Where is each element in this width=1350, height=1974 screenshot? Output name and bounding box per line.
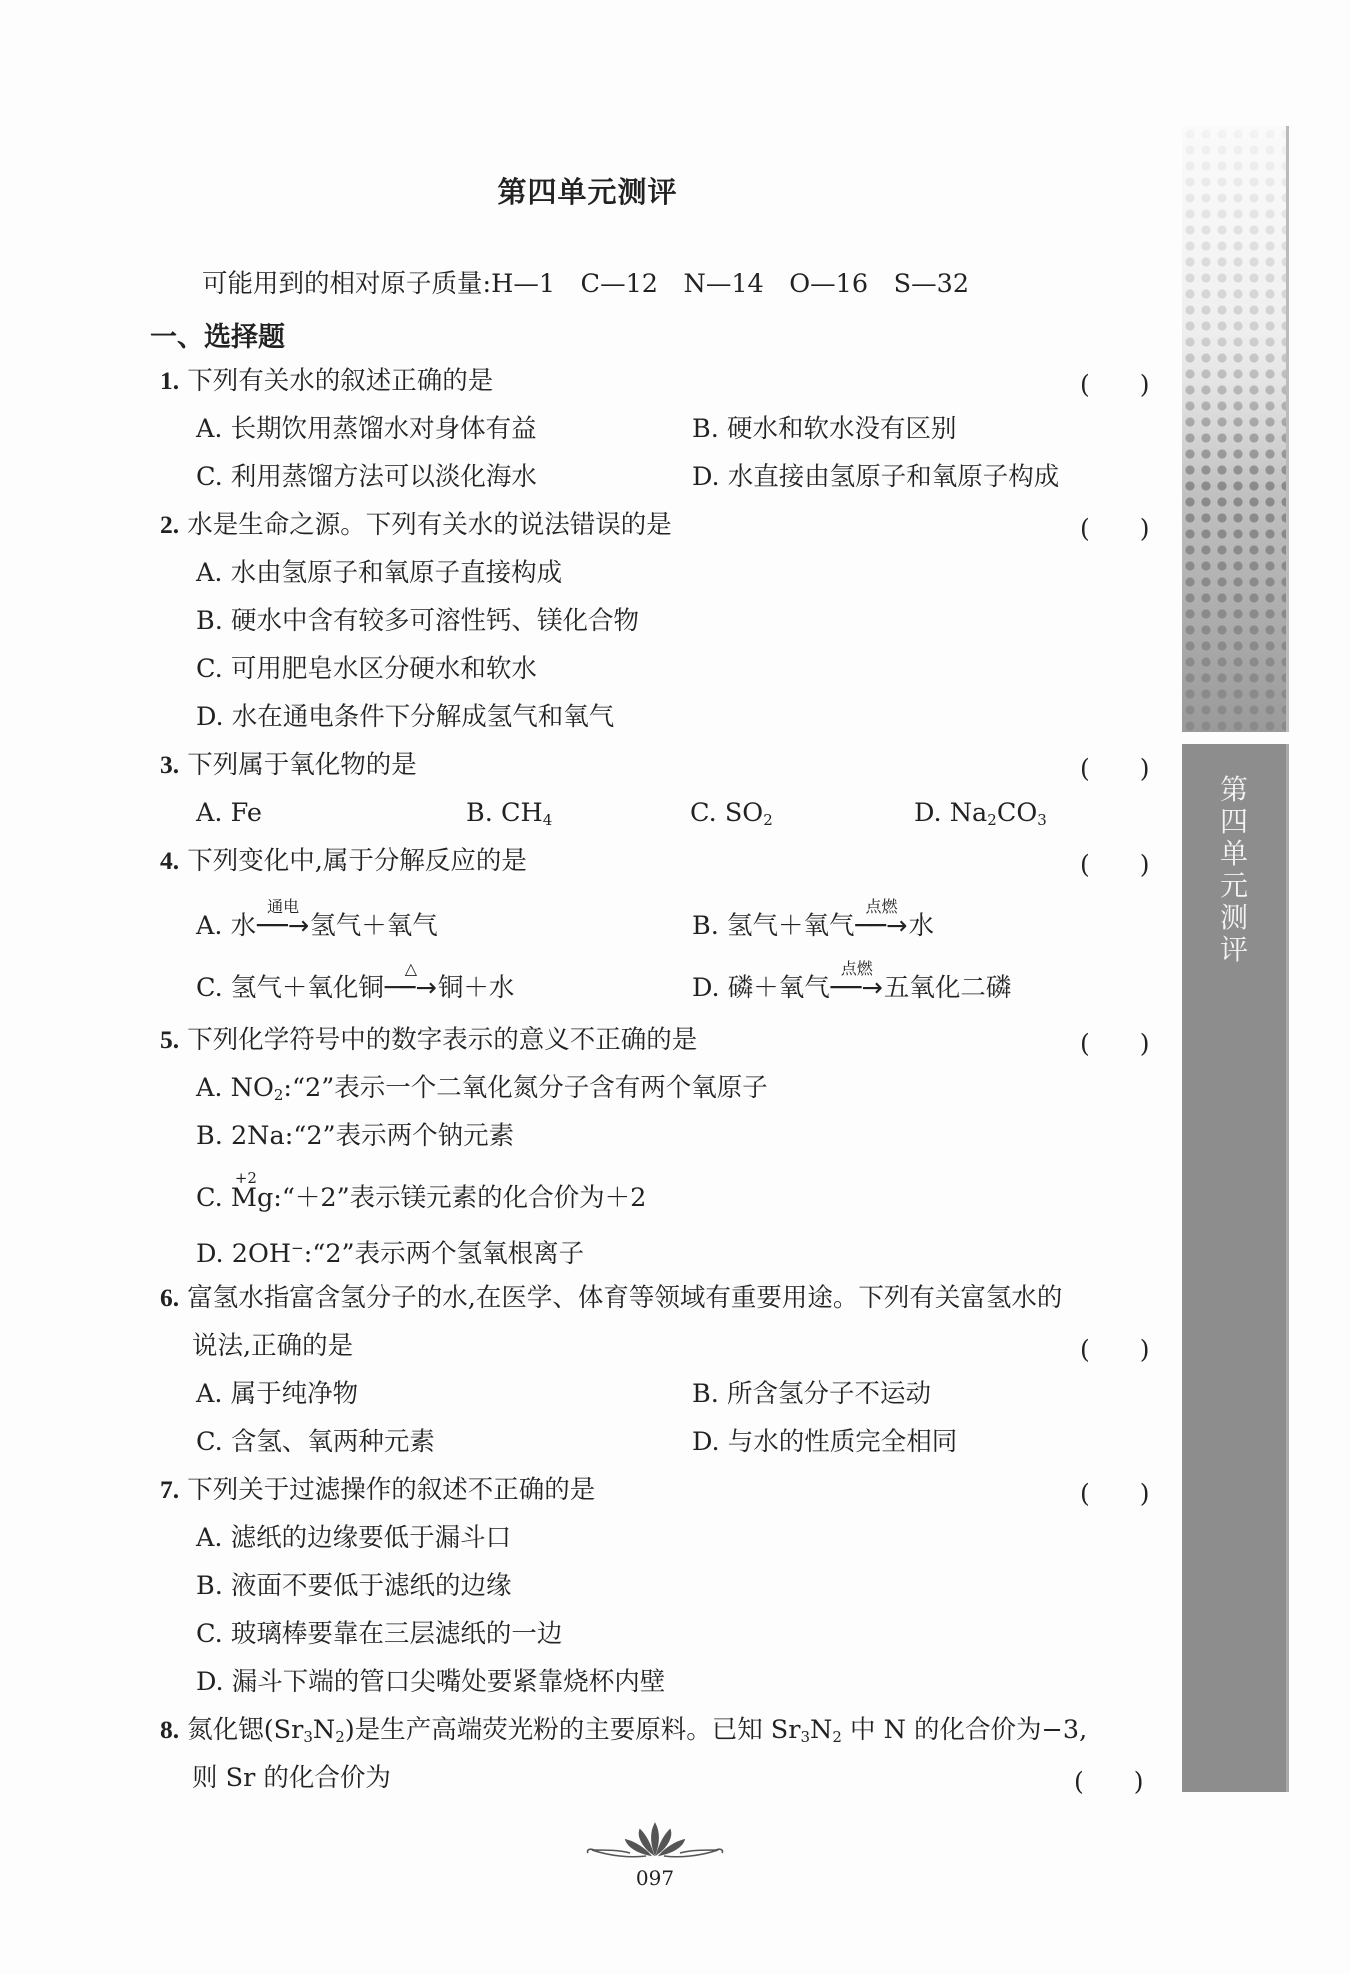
q4-option-d: D. 磷＋氧气 点燃 ──→五氧化二磷 bbox=[692, 959, 1012, 1003]
question-8-cont: 则 Sr 的化合价为 bbox=[192, 1763, 391, 1793]
q1-option-c: C. 利用蒸馏方法可以淡化海水 bbox=[196, 462, 537, 492]
answer-paren-2: ( ) bbox=[1080, 514, 1150, 543]
leaf-ornament-icon bbox=[580, 1820, 730, 1860]
q4-option-b: B. 氢气＋氧气 点燃 ──→水 bbox=[692, 897, 935, 941]
q2-option-d: D. 水在通电条件下分解成氢气和氧气 bbox=[196, 702, 615, 732]
page-number: 097 bbox=[635, 1866, 675, 1890]
q4-option-a: A. 水 通电 ──→氢气＋氧气 bbox=[196, 897, 438, 941]
answer-paren-3: ( ) bbox=[1080, 754, 1150, 783]
atomic-masses: 可能用到的相对原子质量:H—1 C—12 N—14 O—16 S—32 bbox=[202, 269, 970, 299]
q5-option-b: B. 2Na:“2”表示两个钠元素 bbox=[196, 1121, 515, 1151]
question-6: 6. 富氢水指富含氢分子的水,在医学、体育等领域有重要用途。下列有关富氢水的 bbox=[160, 1283, 1063, 1313]
sidebar-pattern bbox=[1182, 126, 1289, 732]
question-5: 5. 下列化学符号中的数字表示的意义不正确的是 bbox=[160, 1025, 698, 1055]
reaction-arrow: 通电 ──→ bbox=[257, 897, 310, 941]
q2-option-c: C. 可用肥皂水区分硬水和软水 bbox=[196, 654, 537, 684]
q1-option-b: B. 硬水和软水没有区别 bbox=[692, 414, 957, 444]
section-heading: 一、选择题 bbox=[150, 322, 285, 353]
answer-paren-7: ( ) bbox=[1080, 1479, 1150, 1508]
answer-paren-6: ( ) bbox=[1080, 1335, 1150, 1364]
sidebar-tab bbox=[1182, 744, 1289, 1792]
question-7: 7. 下列关于过滤操作的叙述不正确的是 bbox=[160, 1475, 596, 1505]
answer-paren-8: ( ) bbox=[1074, 1767, 1144, 1796]
question-8: 8. 氮化锶$(Sr_3N_2)$是生产高端荧光粉的主要原料。已知 $Sr_3N_2$ 中 N 的化合价为−3, bbox=[160, 1715, 1088, 1746]
q7-option-b: B. 液面不要低于滤纸的边缘 bbox=[196, 1571, 512, 1601]
q2-option-b: B. 硬水中含有较多可溶性钙、镁化合物 bbox=[196, 606, 639, 636]
q7-option-d: D. 漏斗下端的管口尖嘴处要紧靠烧杯内壁 bbox=[196, 1667, 666, 1697]
reaction-arrow: 点燃 ──→ bbox=[855, 897, 908, 941]
reaction-arrow: △ ──→ bbox=[384, 959, 437, 1003]
q1-option-d: D. 水直接由氢原子和氧原子构成 bbox=[692, 462, 1060, 492]
chapter-sidebar bbox=[1182, 126, 1286, 1792]
q6-option-d: D. 与水的性质完全相同 bbox=[692, 1427, 958, 1457]
q3-option-d: D. $Na_2CO_3$ bbox=[914, 798, 1047, 829]
answer-paren-5: ( ) bbox=[1080, 1029, 1150, 1058]
q3-option-a: A. Fe bbox=[196, 798, 263, 828]
q3-option-c: C. $SO_2$ bbox=[690, 798, 773, 829]
question-2: 2. 水是生命之源。下列有关水的说法错误的是 bbox=[160, 510, 672, 540]
q5-option-a: A. $NO_2:“2$”表示一个二氧化氮分子含有两个氧原子 bbox=[196, 1073, 768, 1104]
page-title: 第四单元测评 bbox=[497, 175, 678, 209]
q5-option-d: D. 2OH−:“2”表示两个氢氧根离子 bbox=[196, 1239, 585, 1269]
q5-option-c: C. +2 Mg:“＋2”表示镁元素的化合价为＋2 bbox=[196, 1169, 647, 1213]
q7-option-a: A. 滤纸的边缘要低于漏斗口 bbox=[196, 1523, 512, 1553]
q1-option-a: A. 长期饮用蒸馏水对身体有益 bbox=[196, 414, 537, 444]
sidebar-label: 第 四 单 元 测 评 bbox=[1219, 773, 1248, 966]
answer-paren-1: ( ) bbox=[1080, 370, 1150, 399]
question-1: 1. 下列有关水的叙述正确的是 bbox=[160, 366, 494, 396]
q6-option-b: B. 所含氢分子不运动 bbox=[692, 1379, 931, 1409]
q3-option-b: B. $CH_4$ bbox=[466, 798, 553, 829]
question-6-cont: 说法,正确的是 bbox=[192, 1331, 354, 1361]
question-4: 4. 下列变化中,属于分解反应的是 bbox=[160, 846, 527, 876]
q2-option-a: A. 水由氢原子和氧原子直接构成 bbox=[196, 558, 563, 588]
q4-option-c: C. 氢气＋氧化铜 △ ──→铜＋水 bbox=[196, 959, 515, 1003]
q6-option-c: C. 含氢、氧两种元素 bbox=[196, 1427, 435, 1457]
answer-paren-4: ( ) bbox=[1080, 850, 1150, 879]
q6-option-a: A. 属于纯净物 bbox=[196, 1379, 359, 1409]
question-3: 3. 下列属于氧化物的是 bbox=[160, 750, 417, 780]
q7-option-c: C. 玻璃棒要靠在三层滤纸的一边 bbox=[196, 1619, 563, 1649]
reaction-arrow: 点燃 ──→ bbox=[830, 959, 883, 1003]
